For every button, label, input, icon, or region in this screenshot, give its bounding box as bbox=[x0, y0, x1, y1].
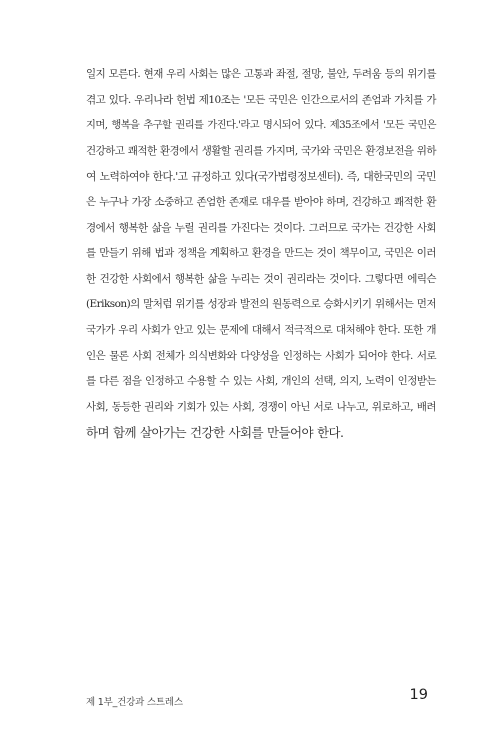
text-line-4: 건강하고 쾌적한 환경에서 생활할 권리를 가지며, 국가와 국민은 환경보전을 위하 bbox=[86, 144, 436, 157]
text-line-14: 사회, 동등한 권리와 기회가 있는 사회, 경쟁이 아닌 서로 나누고, 위로하고, 배려 bbox=[86, 400, 436, 413]
text-line-15: 하며 함께 살아가는 건강한 사회를 만들어야 한다. bbox=[86, 425, 344, 441]
text-line-8: 를 만들기 위해 법과 정책을 계획하고 환경을 만드는 것이 책무이고, 국민은 이러 bbox=[86, 247, 436, 260]
text-line-13: 를 다른 점을 인정하고 수용할 수 있는 사회, 개인의 선택, 의지, 노력이 인정받는 bbox=[86, 375, 436, 388]
text-line-11: 국가가 우리 사회가 안고 있는 문제에 대해서 적극적으로 대처해야 한다. 또한 개 bbox=[86, 323, 436, 336]
text-line-2: 겪고 있다. 우리나라 헌법 제10조는 '모든 국민은 인간으로서의 존엄과 가치를 가 bbox=[86, 93, 436, 106]
text-line-6: 은 누구나 가장 소중하고 존엄한 존재로 대우를 받아야 하며, 건강하고 쾌적한 환 bbox=[86, 195, 436, 208]
text-line-7: 경에서 행복한 삶을 누릴 권리를 가진다는 것이다. 그러므로 국가는 건강한 사회 bbox=[86, 221, 436, 234]
running-footer-section-title: 제 1부_건강과 스트레스 bbox=[86, 697, 183, 708]
body-paragraph bbox=[86, 62, 436, 446]
text-line-3: 지며, 행복을 추구할 권리를 가진다.'라고 명시되어 있다. 제35조에서 '모든 국민은 bbox=[86, 119, 436, 132]
text-line-10: (Erikson)의 말처럼 위기를 성장과 발전의 원동력으로 승화시키기 위해서는 먼저 bbox=[86, 298, 436, 311]
page-number: 19 bbox=[409, 687, 428, 703]
text-line-5: 여 노력하여야 한다.'고 규정하고 있다(국가법령정보센터). 즉, 대한국민의 국민 bbox=[86, 170, 436, 184]
text-line-12: 인은 물론 사회 전체가 의식변화와 다양성을 인정하는 사회가 되어야 한다. 서로 bbox=[86, 349, 436, 362]
text-line-9: 한 건강한 사회에서 행복한 삶을 누리는 것이 권리라는 것이다. 그렇다면 에릭슨 bbox=[86, 272, 436, 285]
text-line-1: 일지 모른다. 현재 우리 사회는 많은 고통과 좌절, 절망, 불안, 두려움 등의 위기를 bbox=[86, 68, 436, 80]
